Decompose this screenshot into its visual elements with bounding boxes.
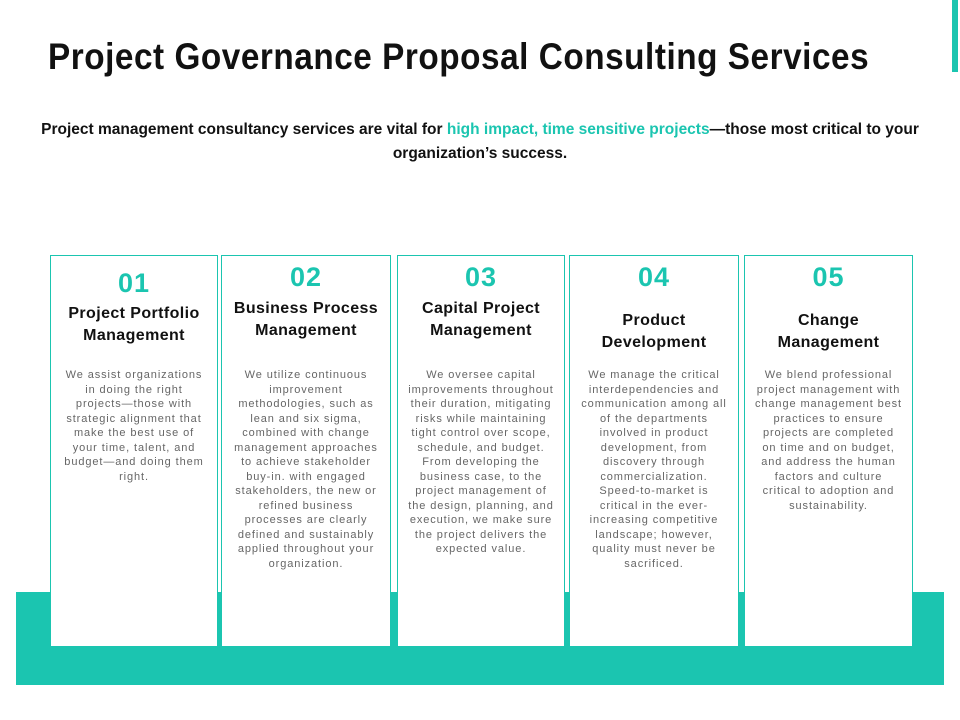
service-title: Product Development (601, 312, 707, 351)
service-title: Business Process Management (233, 300, 379, 339)
service-title: Capital Project Management (421, 300, 541, 339)
page-subtitle (40, 118, 920, 166)
page-title: Project Governance Proposal Consulting Services (48, 36, 870, 77)
subtitle-text-start: Project management consultancy services are vital for (41, 121, 447, 138)
service-number: 02 (289, 262, 323, 292)
service-description: We assist organizations in doing the right projects—those with strategic alignment that make the best use of your time, talent, and budget—and doing them right. (64, 369, 204, 483)
service-description: We oversee capital improvements throughout their duration, mitigating risks while maintaining tight control over scope, schedule, and budget. From developing the business case, to the project management of the design, planning, and execution, we make sure the project delivers the expected value. (408, 369, 554, 555)
service-number: 01 (117, 268, 151, 298)
service-title: Project Portfolio Management (68, 305, 200, 344)
service-card-portfolio (50, 255, 218, 647)
service-description: We utilize continuous improvement methodologies, such as lean and six sigma, combined with change management approaches to achieve stakeholder buy-in. with engaged stakeholders, the new or refined business processes are clearly defined and sustainably applied throughout your organization. (234, 369, 378, 570)
service-description: We manage the critical interdependencies and communication among all of the departments involved in product development, from discovery through commercialization. Speed-to-market is critical in the ever-increasing competitive landscape; however, quality must never be sacrificed. (581, 369, 727, 570)
service-title: Change Management (777, 312, 880, 351)
service-number: 04 (637, 262, 671, 292)
subtitle-text-end: —those most critical to your organization’s success. (392, 121, 919, 162)
service-card-product-development (569, 255, 739, 647)
service-number: 05 (812, 262, 845, 292)
service-card-capital-project (397, 255, 565, 647)
subtitle-highlight: high impact, time sensitive projects (446, 121, 710, 138)
accent-bar (952, 0, 958, 72)
service-number: 03 (464, 262, 498, 292)
service-card-change-management (744, 255, 913, 647)
service-card-business-process (221, 255, 391, 647)
service-description: We blend professional project management with change management best practices to ensure projects are completed on time and on budget, and address the human factors and culture critical to adoption and sustainability. (755, 369, 902, 512)
